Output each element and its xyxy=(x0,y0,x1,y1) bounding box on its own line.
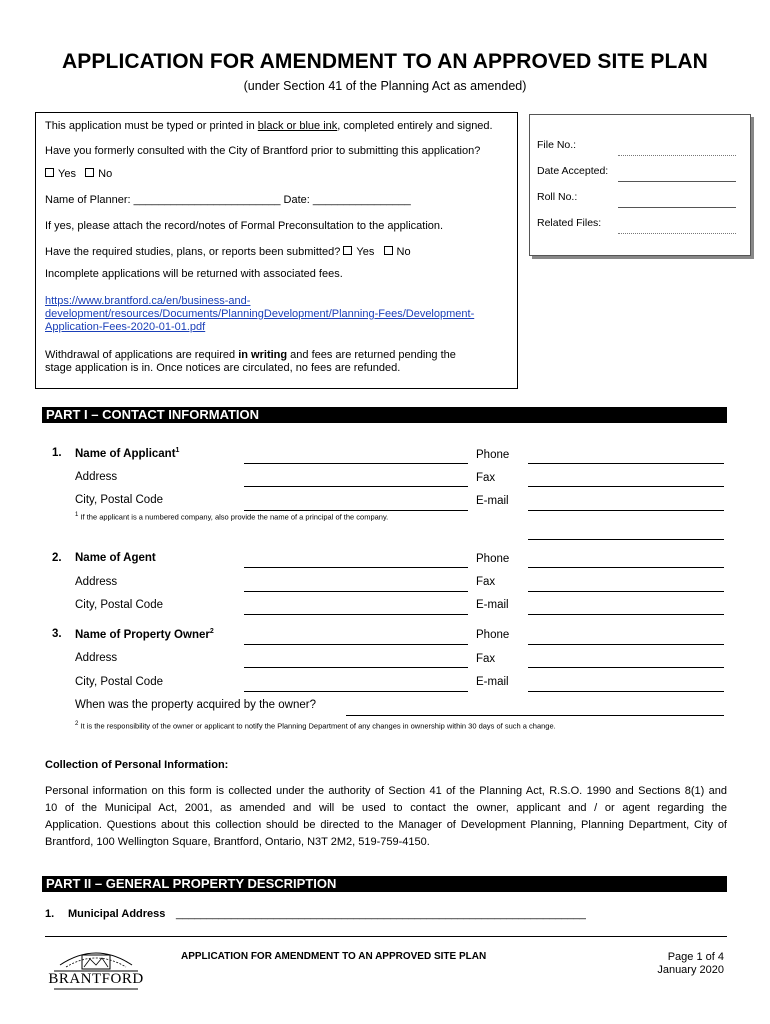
instructions-box xyxy=(35,112,518,389)
owner-name-field[interactable] xyxy=(244,644,468,645)
owner-address-label: Address xyxy=(75,652,118,664)
revision-date: January 2020 xyxy=(657,964,724,976)
agent-number: 2. xyxy=(52,552,62,564)
consult-question: Have you formerly consulted with the City of Brantford prior to submitting this application? xyxy=(45,145,481,157)
page-subtitle: (under Section 41 of the Planning Act as amended) xyxy=(243,79,527,93)
roll-no-field[interactable] xyxy=(618,207,736,208)
brantford-logo xyxy=(42,943,150,993)
owner-city-field[interactable] xyxy=(244,691,468,692)
agent-address-label: Address xyxy=(75,576,118,588)
applicant-email-label: E-mail xyxy=(476,495,509,507)
agent-name-field[interactable] xyxy=(244,567,468,568)
applicant-phone-field[interactable] xyxy=(528,463,724,464)
withdrawal-text-2: stage application is in. Once notices are circulated, no fees are refunded. xyxy=(45,362,401,374)
studies-no-checkbox[interactable] xyxy=(384,246,393,255)
date-accepted-label: Date Accepted: xyxy=(537,165,609,177)
ink-instruction: This application must be typed or printed in black or blue ink, completed entirely and signed. xyxy=(45,120,493,132)
studies-question: Have the required studies, plans, or reports been submitted? Yes No xyxy=(45,246,411,258)
related-files-field[interactable] xyxy=(618,233,736,234)
applicant-phone-label: Phone xyxy=(476,449,510,461)
owner-phone-field[interactable] xyxy=(528,644,724,645)
applicant-address-field[interactable] xyxy=(244,486,468,487)
applicant-address-label: Address xyxy=(75,471,118,483)
applicant-label: Name of Applicant$^1$ xyxy=(75,447,180,460)
collection-heading: Collection of Personal Information: xyxy=(45,759,229,771)
fees-link-1[interactable]: https://www.brantford.ca/en/business-and- xyxy=(45,295,251,307)
municipal-address-number: 1. xyxy=(45,908,55,920)
agent-email-label: E-mail xyxy=(476,599,509,611)
agent-fax-field[interactable] xyxy=(528,591,724,592)
office-use-box xyxy=(529,114,751,256)
applicant-number: 1. xyxy=(52,447,62,459)
municipal-address-label: Municipal Address xyxy=(68,908,166,920)
file-no-field[interactable] xyxy=(618,155,736,156)
owner-label: Name of Property Owner$^2$ xyxy=(75,628,214,641)
owner-address-field[interactable] xyxy=(244,667,468,668)
owner-phone-label: Phone xyxy=(476,629,510,641)
withdrawal-text: Withdrawal of applications are required in writing and fees are returned pending the xyxy=(45,349,456,361)
owner-city-label: City, Postal Code xyxy=(75,676,163,688)
page-title: APPLICATION FOR AMENDMENT TO AN APPROVED SITE PLAN xyxy=(62,50,708,73)
part2-header: PART II – GENERAL PROPERTY DESCRIPTION xyxy=(46,876,340,891)
agent-city-label: City, Postal Code xyxy=(75,599,163,611)
footnote-1: $^1$ If the applicant is a numbered company, also provide the name of a principal of the company. xyxy=(75,512,389,522)
agent-address-field[interactable] xyxy=(244,591,468,592)
acquired-date-field[interactable] xyxy=(346,715,724,716)
related-files-label: Related Files: xyxy=(537,217,602,229)
consult-yes-checkbox[interactable] xyxy=(45,168,54,177)
applicant-email-field[interactable] xyxy=(528,510,724,511)
owner-fax-label: Fax xyxy=(476,653,496,665)
owner-fax-field[interactable] xyxy=(528,667,724,668)
collection-paragraph: Personal information on this form is collected under the authority of Section 41 of the Planning Act, R.S.O. 1990 and Sections 8(1) and 10 of the Municipal Act, 2001, as amended and will be used to contact the owner, applicant and / or agent regarding the Application. Questions about this collection should be directed to the Manager of Development Planning, Planning Department, City of Brantford, 100 Wellington Square, Brantford, Ontario, N3T 2M2, 519-759-4150. xyxy=(45,785,727,848)
studies-yes-checkbox[interactable] xyxy=(343,246,352,255)
logo-text: BRANTFORD xyxy=(48,971,144,987)
agent-phone-label: Phone xyxy=(476,553,510,565)
footnote-2: $^2$ It is the responsibility of the owner or applicant to notify the Planning Department of any changes in ownership within 30 days of such a change. xyxy=(75,721,556,731)
applicant-name-field[interactable] xyxy=(244,463,468,464)
page-number: Page 1 of 4 xyxy=(667,951,724,963)
applicant-city-label: City, Postal Code xyxy=(75,494,163,506)
fees-link-3[interactable]: Application-Fees-2020-01-01.pdf xyxy=(45,321,206,333)
applicant-fax-field[interactable] xyxy=(528,486,724,487)
planner-date-line: Name of Planner: ________________________ Date: ________________ xyxy=(45,194,411,206)
municipal-address-field[interactable]: ___________________________________________________________________ xyxy=(176,908,586,920)
owner-number: 3. xyxy=(52,628,62,640)
footer-divider xyxy=(45,936,727,937)
agent-phone-field[interactable] xyxy=(528,567,724,568)
footer-title: APPLICATION FOR AMENDMENT TO AN APPROVED SITE PLAN xyxy=(181,951,487,962)
applicant-fax-label: Fax xyxy=(476,472,496,484)
roll-no-label: Roll No.: xyxy=(537,191,578,203)
agent-label: Name of Agent xyxy=(75,552,156,564)
file-no-label: File No.: xyxy=(537,139,577,151)
attach-notes-text: If yes, please attach the record/notes of Formal Preconsultation to the application. xyxy=(45,220,444,232)
applicant-email-field-2[interactable] xyxy=(528,539,724,540)
applicant-city-field[interactable] xyxy=(244,510,468,511)
agent-fax-label: Fax xyxy=(476,576,496,588)
incomplete-text: Incomplete applications will be returned with associated fees. xyxy=(45,268,343,280)
consult-no-checkbox[interactable] xyxy=(85,168,94,177)
agent-city-field[interactable] xyxy=(244,614,468,615)
fees-link-2[interactable]: development/resources/Documents/PlanningDevelopment/Planning-Fees/Development- xyxy=(45,308,475,320)
agent-email-field[interactable] xyxy=(528,614,724,615)
part1-header: PART I – CONTACT INFORMATION xyxy=(46,407,263,422)
owner-email-field[interactable] xyxy=(528,691,724,692)
consult-options: Yes No xyxy=(45,168,112,180)
owner-email-label: E-mail xyxy=(476,676,509,688)
acquired-label: When was the property acquired by the owner? xyxy=(75,699,316,711)
date-accepted-field[interactable] xyxy=(618,181,736,182)
